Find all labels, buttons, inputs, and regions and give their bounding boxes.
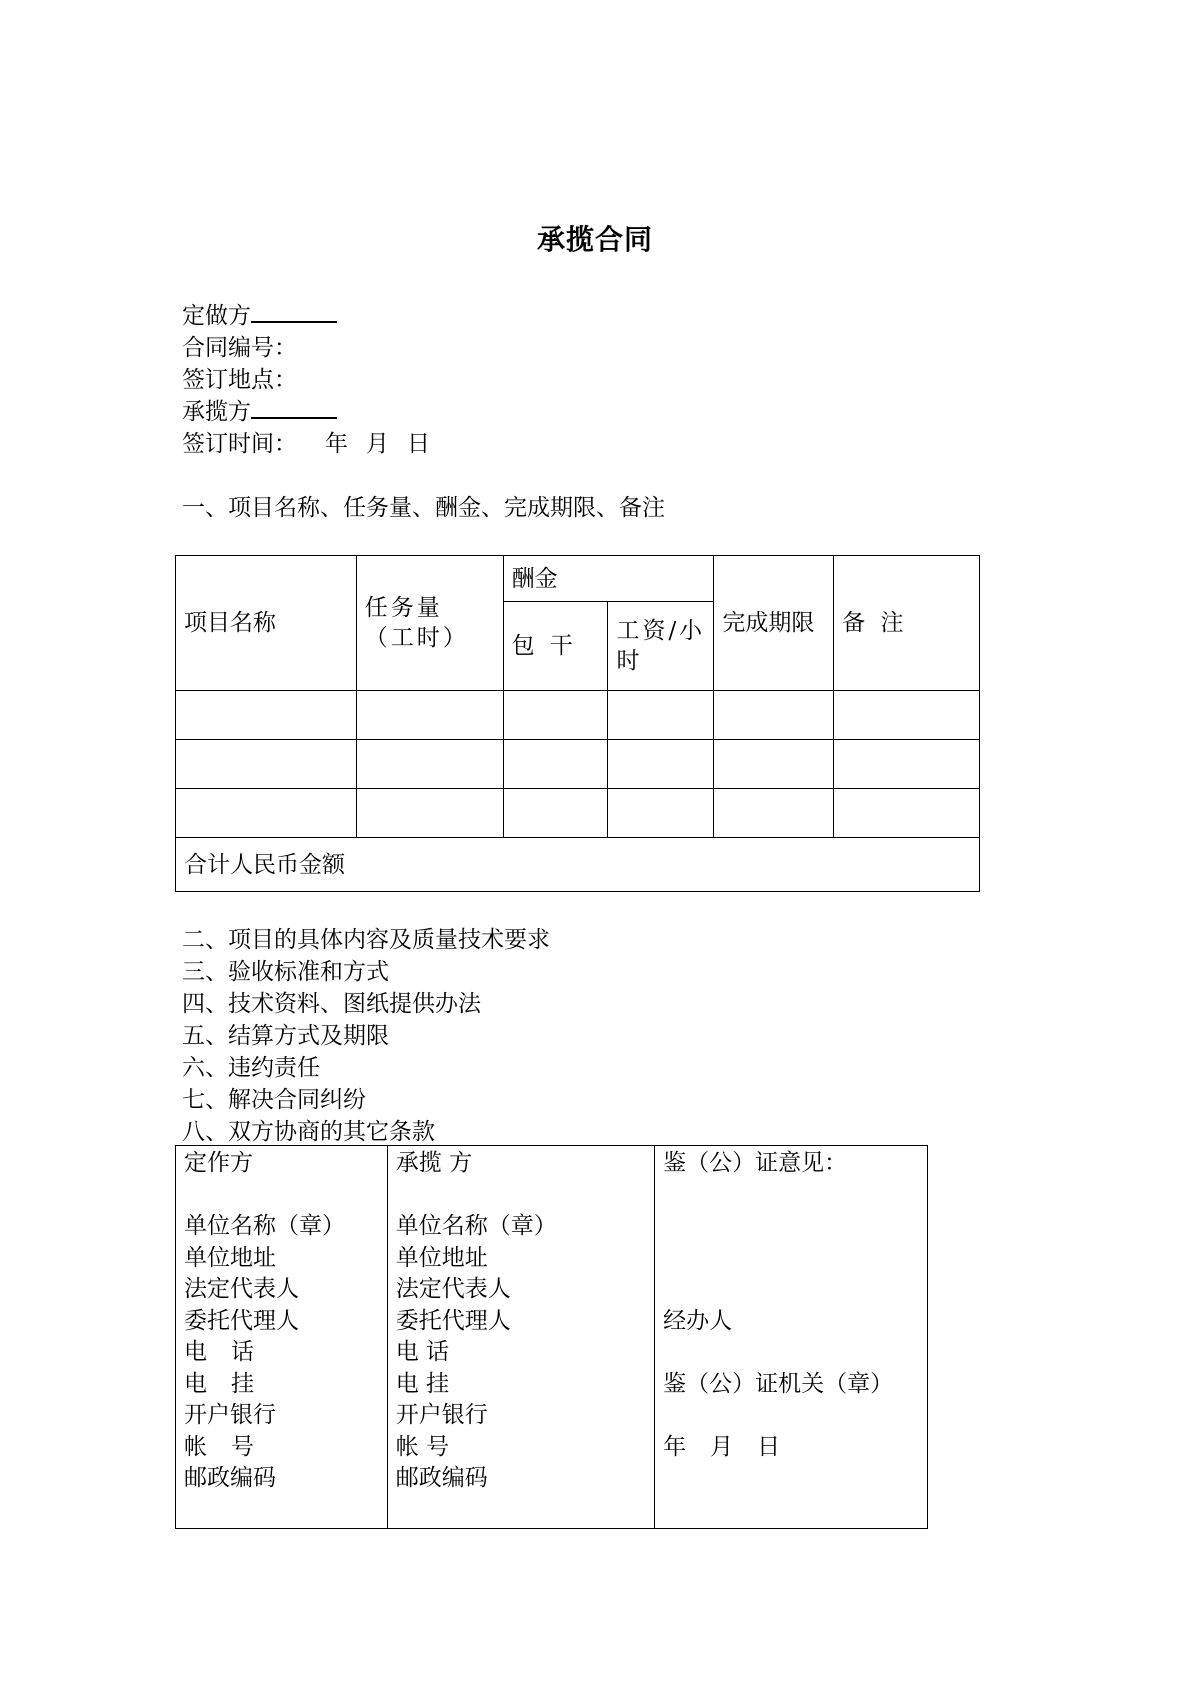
table-row (176, 691, 980, 740)
col-header-fee-lump: 包 干 (503, 602, 608, 691)
section-heading-5: 五、结算方式及期限 (182, 1023, 389, 1049)
section-heading-1: 一、项目名称、任务量、酬金、完成期限、备注 (182, 495, 665, 521)
header-contract-no: 合同编号： (182, 335, 297, 361)
header-sign-time: 签订时间： 年 月 日 (182, 431, 430, 457)
col-header-remark: 备 注 (834, 556, 980, 691)
document-title: 承揽合同 (536, 223, 653, 256)
blank-line (251, 397, 337, 419)
section-heading-2: 二、项目的具体内容及质量技术要求 (182, 927, 550, 953)
header-dingzuofang: 定做方 (182, 301, 337, 332)
signature-table (175, 1145, 928, 1529)
section-heading-6: 六、违约责任 (182, 1055, 320, 1081)
project-table (175, 555, 980, 892)
header-chenglanfang: 承揽方 (182, 397, 337, 428)
header-sign-place: 签订地点： (182, 367, 297, 393)
section-heading-8: 八、双方协商的其它条款 (182, 1119, 435, 1145)
notary-column: 鉴（公）证意见： 经办人 鉴（公）证机关（章） 年 月 日 (655, 1146, 928, 1529)
col-header-deadline: 完成期限 (714, 556, 834, 691)
col-header-fee: 酬金 (503, 556, 714, 602)
col-header-name: 项目名称 (176, 556, 357, 691)
blank-line (251, 301, 337, 323)
table-row (176, 740, 980, 789)
section-heading-4: 四、技术资料、图纸提供办法 (182, 991, 481, 1017)
dingzuofang-column: 定作方 单位名称（章） 单位地址 法定代表人 委托代理人 电 话 电 挂 开户银行 帐 号 邮政编码 (176, 1146, 388, 1529)
section-heading-7: 七、解决合同纠纷 (182, 1087, 366, 1113)
section-heading-3: 三、验收标准和方式 (182, 959, 389, 985)
col-header-workload: 任务量（工时） (356, 556, 503, 691)
chenglanfang-column: 承揽 方 单位名称（章） 单位地址 法定代表人 委托代理人 电 话 电 挂 开户银行 帐 号 邮政编码 (387, 1146, 654, 1529)
total-amount-label: 合计人民币金额 (176, 838, 980, 892)
table-row (176, 789, 980, 838)
col-header-fee-hourly: 工资/小时 (608, 602, 714, 691)
